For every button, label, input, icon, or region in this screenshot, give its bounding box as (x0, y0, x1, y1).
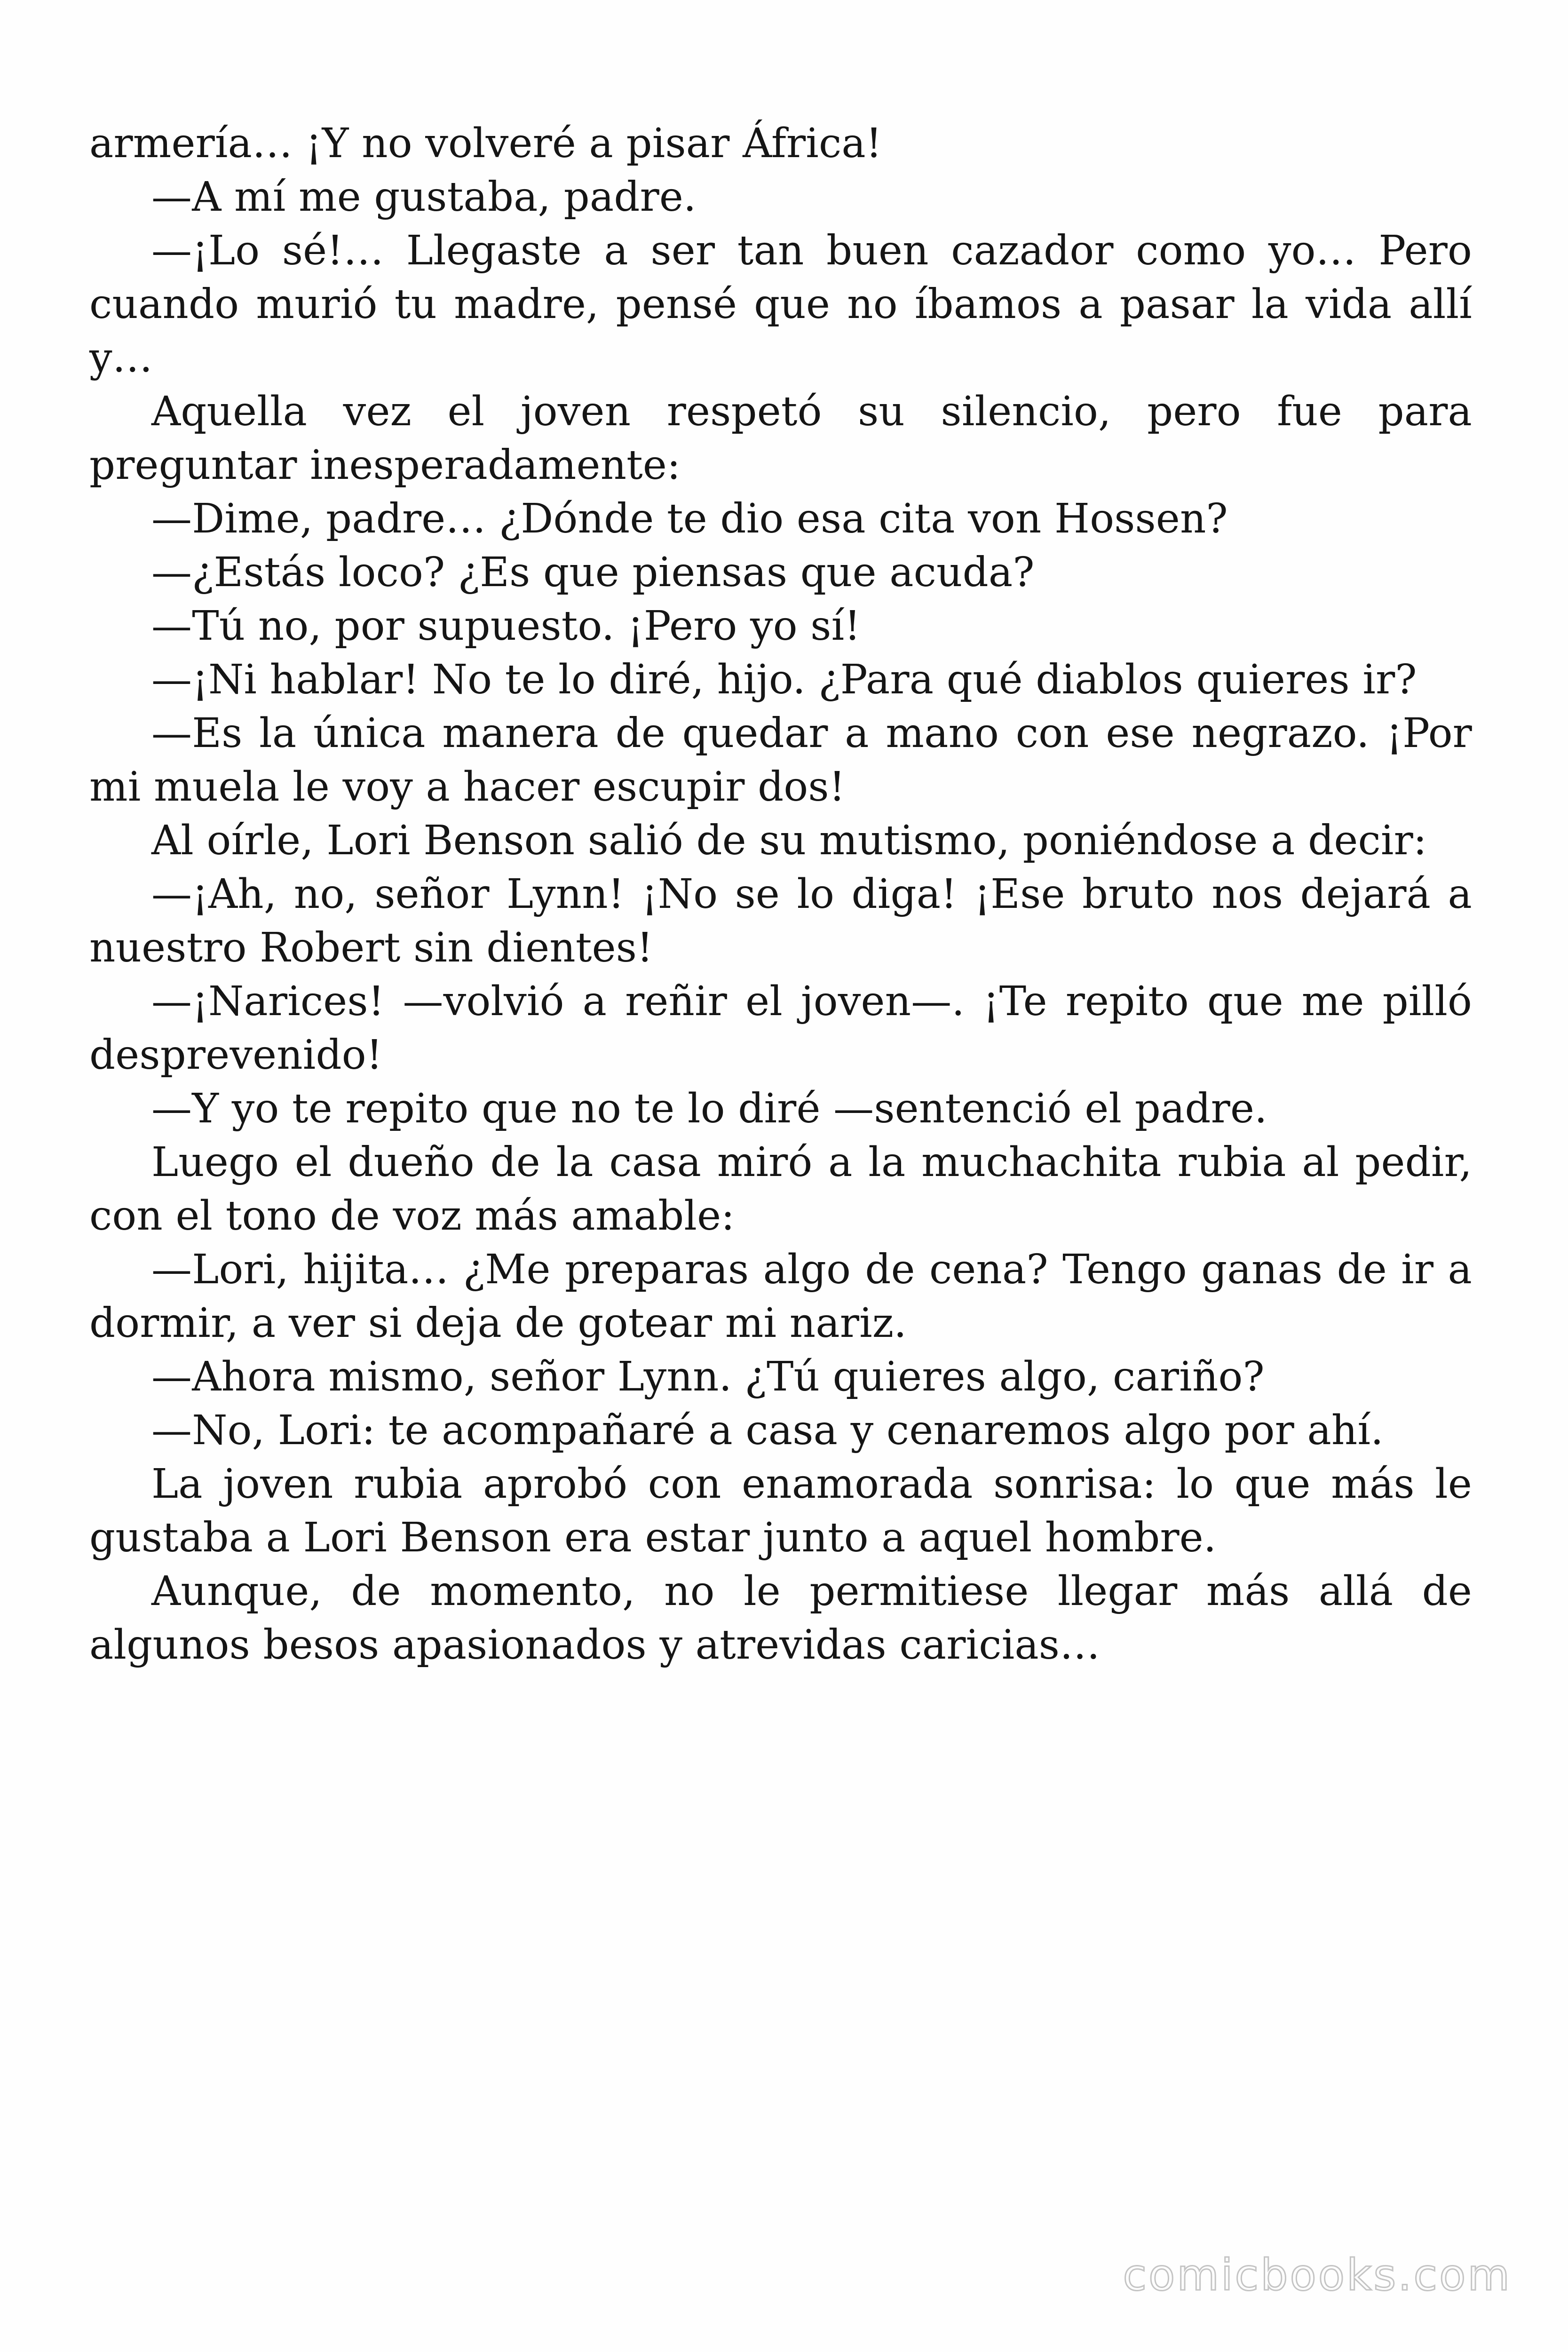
paragraph: —Es la única manera de quedar a mano con ese negrazo. ¡Por mi muela le voy a hacer escupir dos! (89, 710, 1472, 810)
paragraph: La joven rubia aprobó con enamorada sonrisa: lo que más le gustaba a Lori Benson era estar junto a aquel hombre. (89, 1461, 1472, 1561)
paragraph: Aunque, de momento, no le permitiese llegar más allá de algunos besos apasionados y atrevidas caricias… (89, 1568, 1472, 1669)
paragraph: —Lori, hijita… ¿Me preparas algo de cena? Tengo ganas de ir a dormir, a ver si deja de gotear mi nariz. (89, 1246, 1472, 1347)
paragraph: —¡Lo sé!… Llegaste a ser tan buen cazador como yo… Pero cuando murió tu madre, pensé que no íbamos a pasar la vida allí y… (89, 227, 1472, 381)
paragraph: —Dime, padre… ¿Dónde te dio esa cita von Hossen? (151, 495, 1228, 542)
watermark: comicbooks.com (1123, 2250, 1512, 2300)
paragraph: —Ahora mismo, señor Lynn. ¿Tú quieres algo, cariño? (151, 1353, 1265, 1400)
paragraph: Aquella vez el joven respetó su silencio, pero fue para preguntar inesperadamente: (89, 388, 1472, 489)
paragraph: Al oírle, Lori Benson salió de su mutismo, poniéndose a decir: (151, 817, 1427, 864)
paragraph: —¿Estás loco? ¿Es que piensas que acuda? (151, 549, 1035, 596)
paragraph: —A mí me gustaba, padre. (151, 174, 697, 221)
paragraph: —Y yo te repito que no te lo diré —sentenció el padre. (151, 1085, 1267, 1132)
paragraph-continuation: armería… ¡Y no volveré a pisar África! (89, 120, 882, 167)
paragraph: —No, Lori: te acompañaré a casa y cenaremos algo por ahí. (151, 1407, 1384, 1454)
page-body-text (89, 117, 1472, 1672)
paragraph: —¡Ah, no, señor Lynn! ¡No se lo diga! ¡Ese bruto nos dejará a nuestro Robert sin dientes! (89, 871, 1472, 971)
paragraph: —Tú no, por supuesto. ¡Pero yo sí! (151, 603, 861, 650)
paragraph: —¡Narices! —volvió a reñir el joven—. ¡Te repito que me pilló desprevenido! (89, 978, 1472, 1079)
paragraph: Luego el dueño de la casa miró a la muchachita rubia al pedir, con el tono de voz más amable: (89, 1139, 1472, 1240)
paragraph: —¡Ni hablar! No te lo diré, hijo. ¿Para qué diablos quieres ir? (151, 656, 1417, 703)
